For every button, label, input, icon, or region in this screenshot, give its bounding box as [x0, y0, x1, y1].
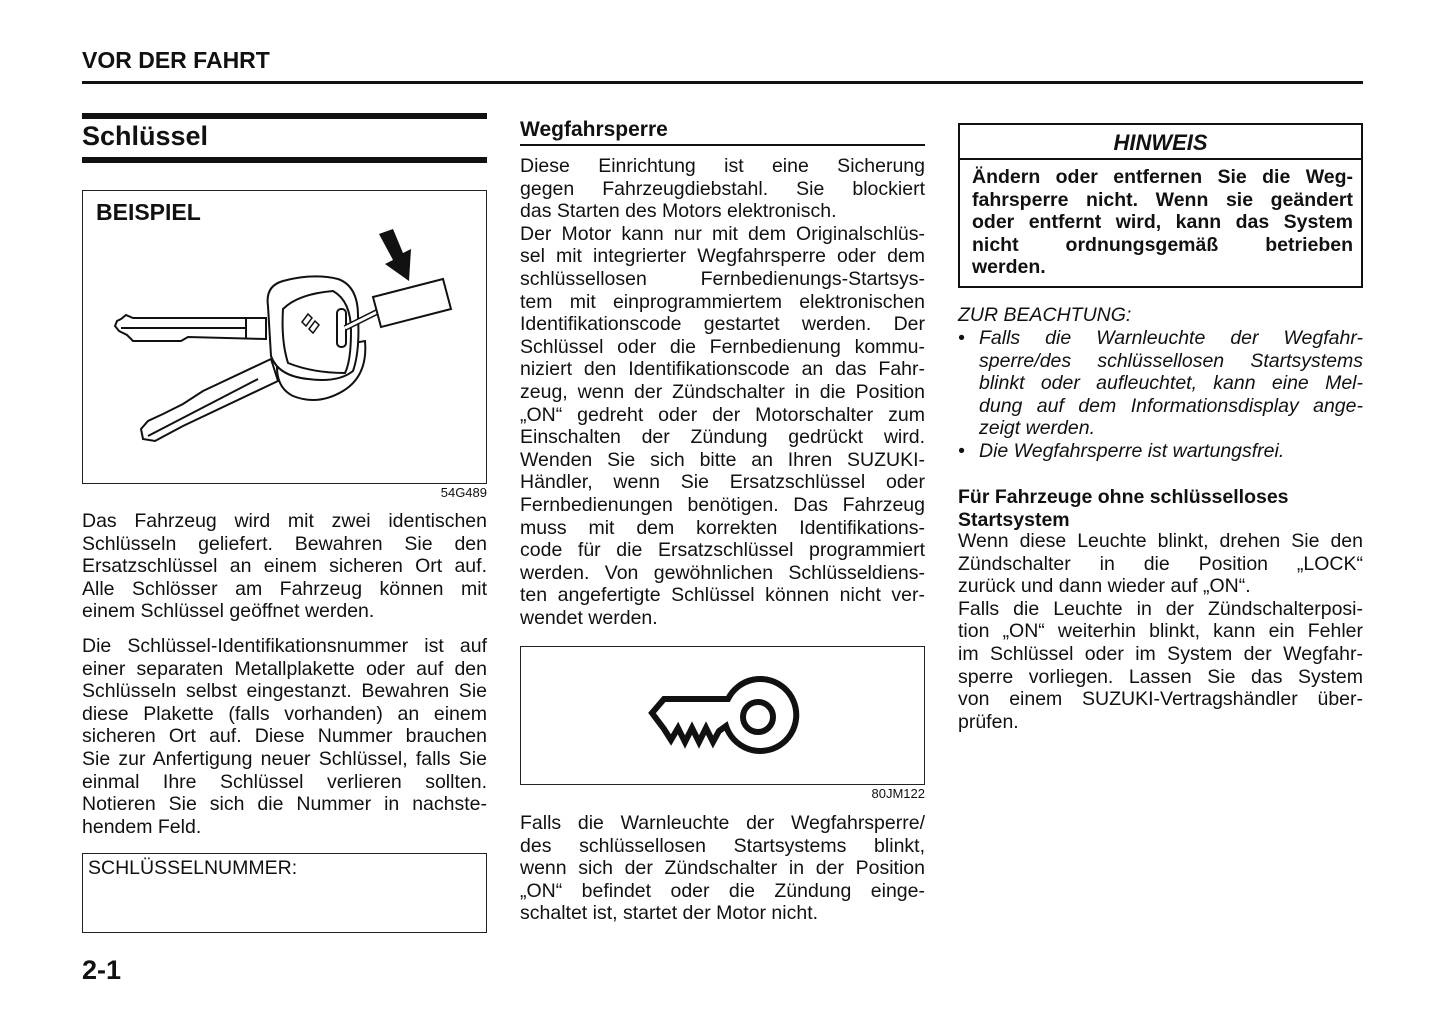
- text-line: Händler, wenn Sie Ersatzschlüssel oder: [520, 471, 925, 494]
- middle-body-text-2: [520, 812, 925, 925]
- text-line: Diese Einrichtung ist eine Sicherung: [520, 155, 925, 177]
- text-line: code für die Ersatzschlüssel programmiert: [520, 539, 925, 562]
- text-line: sperre vorliegen. Lassen Sie das System: [958, 665, 1363, 688]
- text-line: blinkt oder aufleuchtet, kann eine Mel-: [979, 372, 1363, 395]
- notice-box: [958, 123, 1363, 288]
- text-line: von einem SUZUKI-Vertragshändler über-: [958, 688, 1363, 711]
- text-line: Falls die Warnleuchte der Wegfahr-: [979, 327, 1363, 349]
- text-line: werden.: [972, 256, 1046, 279]
- text-line: zeigt werden.: [979, 417, 1095, 440]
- text-line: Zündschalter in die Position „LOCK“: [958, 552, 1363, 575]
- text-line: „ON“ gedreht oder der Motorschalter zum: [520, 403, 925, 426]
- text-line: zeug, wenn der Zündschalter in die Position: [520, 380, 925, 403]
- text-line: „ON“ befindet oder die Zündung einge-: [520, 879, 925, 902]
- text-line: hendem Feld.: [82, 815, 202, 838]
- text-line: werden. Von gewöhnlichen Schlüsseldiens-: [520, 561, 925, 584]
- text-line: Das Fahrzeug wird mit zwei identischen: [82, 510, 487, 532]
- page-title: Schlüssel: [82, 121, 209, 151]
- text-line: Falls die Leuchte in der Zündschalterposi-: [958, 597, 1363, 620]
- text-line: Für Fahrzeuge ohne schlüsselloses: [958, 486, 1289, 508]
- car-keys-icon: [83, 191, 485, 481]
- key-number-label: SCHLÜSSELNUMMER:: [88, 857, 298, 879]
- paragraph: [82, 510, 487, 623]
- text-line: Sie zur Anfertigung neuer Schlüssel, falls Sie: [82, 747, 487, 770]
- text-line: tion „ON“ weiterhin blinkt, kann ein Fehler: [958, 620, 1363, 643]
- text-line: tem mit einprogrammiertem elektronischen: [520, 290, 925, 313]
- text-line: des schlüssellosen Startsystems blinkt,: [520, 834, 925, 857]
- text-line: Wenden Sie sich bitte an Ihren SUZUKI-: [520, 448, 925, 471]
- header-rule: [82, 81, 1363, 84]
- text-line: niziert den Identifikationscode an das Fahr-: [520, 358, 925, 381]
- text-line: ten angefertigte Schlüssel können nicht ver-: [520, 584, 925, 607]
- text-line: dung auf dem Informationsdisplay ange-: [979, 394, 1363, 417]
- figure-caption: 54G489: [440, 485, 487, 500]
- right-body-text: [958, 530, 1363, 733]
- title-bar-bottom: [82, 157, 487, 163]
- paragraph: [520, 155, 925, 223]
- text-line: Startsystem: [958, 508, 1070, 531]
- text-line: nicht ordnungsgemäß betrieben: [972, 233, 1353, 256]
- text-line: diese Plakette (falls vorhanden) an einem: [82, 702, 487, 725]
- text-line: zurück und dann wieder auf „ON“.: [958, 575, 1251, 598]
- text-line: Einschalten der Zündung gedrückt wird.: [520, 426, 925, 449]
- bullet-icon: •: [958, 327, 965, 349]
- text-line: Ändern oder entfernen Sie die Weg-: [972, 166, 1353, 188]
- text-line: Die Wegfahrsperre ist wartungsfrei.: [979, 439, 1285, 462]
- bullet-icon: •: [958, 439, 965, 462]
- text-line: einmal Ihre Schlüssel verlieren sollten.: [82, 770, 487, 793]
- text-line: im Schlüssel oder im System der Wegfahr-: [958, 642, 1363, 665]
- text-line: Ersatzschlüssel an einem sicheren Ort auf.: [82, 555, 487, 578]
- text-line: Fernbedienungen benötigen. Das Fahrzeug: [520, 493, 925, 516]
- text-line: prüfen.: [958, 710, 1019, 733]
- paragraph: [958, 598, 1363, 734]
- section-header: VOR DER FAHRT: [82, 47, 270, 73]
- remark-bullets: [958, 327, 1363, 463]
- bullet-item: [958, 327, 1363, 440]
- text-line: fahrsperre nicht. Wenn sie geändert: [972, 188, 1353, 211]
- text-line: Schlüsseln selbst eingestanzt. Bewahren Sie: [82, 680, 487, 703]
- paragraph: [520, 812, 925, 925]
- key-illustration: [82, 190, 487, 484]
- subheading: [958, 486, 1363, 531]
- notice-text: [960, 160, 1365, 279]
- paragraph: [82, 635, 487, 838]
- page-number: 2-1: [82, 955, 122, 985]
- text-line: das Starten des Motors elektronisch.: [520, 200, 837, 223]
- key-number-field[interactable]: [82, 853, 487, 933]
- figure-label: BEISPIEL: [96, 199, 201, 225]
- text-line: wenn sich der Zündschalter in der Position: [520, 857, 925, 880]
- text-line: sel mit integrierter Wegfahrsperre oder dem: [520, 245, 925, 268]
- paragraph: [520, 223, 925, 630]
- text-line: Wenn diese Leuchte blinkt, drehen Sie den: [958, 530, 1363, 552]
- text-line: Der Motor kann nur mit dem Originalschlüs-: [520, 222, 925, 245]
- key-warning-icon: [521, 647, 923, 783]
- text-line: einem Schlüssel geöffnet werden.: [82, 600, 375, 623]
- immobilizer-indicator-figure: [520, 646, 925, 785]
- paragraph: [958, 530, 1363, 598]
- text-line: muss mit dem korrekten Identifikations-: [520, 516, 925, 539]
- text-line: sicheren Ort auf. Diese Nummer brauchen: [82, 725, 487, 748]
- text-line: Notieren Sie sich die Nummer in nachste-: [82, 793, 487, 816]
- middle-body-text: [520, 155, 925, 629]
- text-line: Die Schlüssel-Identifikationsnummer ist auf: [82, 634, 487, 657]
- text-line: Identifikationscode gestartet werden. Der: [520, 313, 925, 336]
- section-title-wegfahrsperre: Wegfahrsperre: [520, 118, 668, 141]
- text-line: einer separaten Metallplakette oder auf den: [82, 657, 487, 680]
- text-line: Alle Schlösser am Fahrzeug können mit: [82, 577, 487, 600]
- text-line: Schlüsseln geliefert. Bewahren Sie den: [82, 532, 487, 555]
- section-rule: [520, 144, 925, 146]
- title-bar-top: [82, 113, 487, 119]
- text-line: oder entfernt wird, kann das System: [972, 211, 1353, 234]
- text-line: schlüssellosen Fernbedienungs-Startsys-: [520, 267, 925, 290]
- left-body-text: [82, 510, 487, 838]
- text-line: schaltet ist, startet der Motor nicht.: [520, 902, 819, 925]
- notice-title: HINWEIS: [960, 125, 1361, 160]
- text-line: Schlüssel oder die Fernbedienung kommu-: [520, 335, 925, 358]
- text-line: wendet werden.: [520, 606, 658, 629]
- figure-caption-2: 80JM122: [871, 786, 925, 801]
- bullet-item: [958, 440, 1363, 463]
- text-line: Falls die Warnleuchte der Wegfahrsperre/: [520, 812, 925, 834]
- text-line: sperre/des schlüssellosen Startsystems: [979, 349, 1363, 372]
- remark-title: ZUR BEACHTUNG:: [958, 304, 1132, 326]
- text-line: gegen Fahrzeugdiebstahl. Sie blockiert: [520, 177, 925, 200]
